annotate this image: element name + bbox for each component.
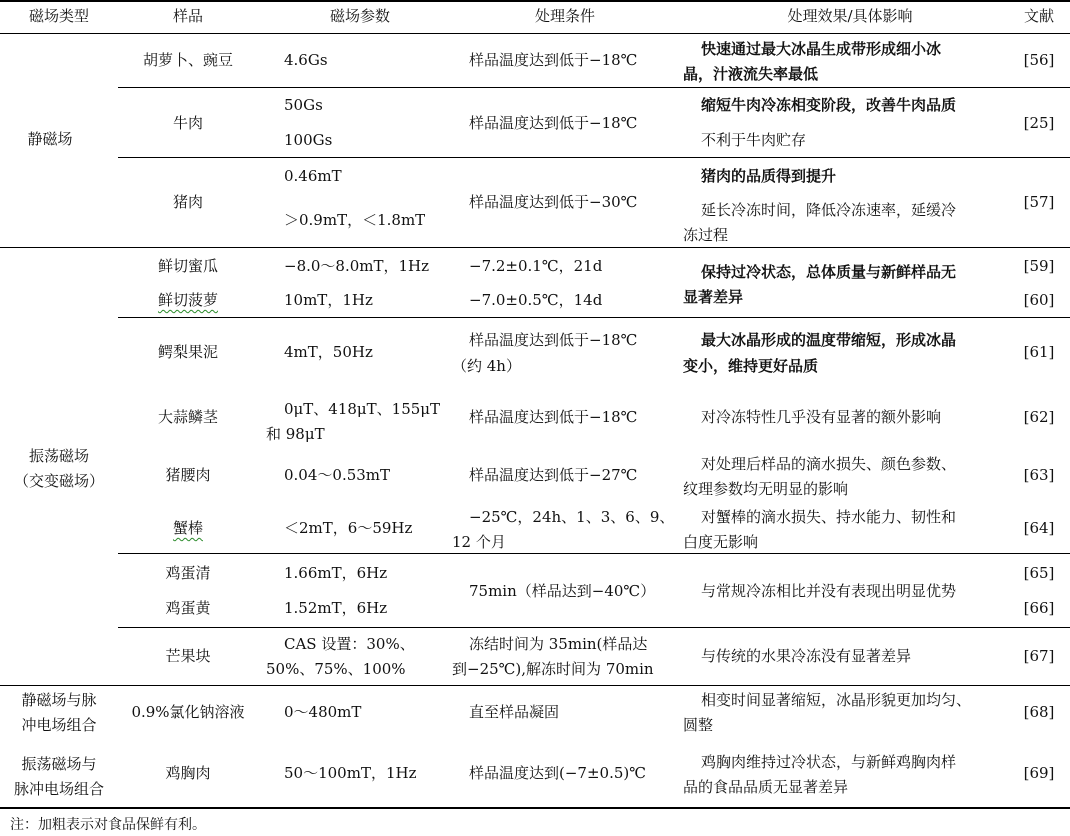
ref-cell: [60] bbox=[1023, 291, 1055, 309]
effect-cell: 猪肉的品质得到提升 bbox=[701, 167, 837, 185]
sample-cell bbox=[118, 290, 258, 310]
ref-cell: [61] bbox=[1023, 343, 1055, 361]
param-cell: 1.66mT，6Hz bbox=[284, 564, 388, 582]
condition-cell: 冻结时间为 35min(样品达 bbox=[469, 635, 648, 653]
param-cell: 0.04～0.53mT bbox=[284, 466, 391, 484]
effect-cell: 圆整 bbox=[683, 716, 714, 734]
condition-cell: 样品温度达到(−7±0.5)℃ bbox=[469, 764, 647, 782]
condition-cell: （约 4h） bbox=[452, 357, 521, 375]
ref-cell: [56] bbox=[1023, 51, 1055, 69]
sample-cell: 猪腰肉 bbox=[165, 466, 211, 484]
header-effect: 处理效果/具体影响 bbox=[787, 7, 913, 25]
ref-cell: [67] bbox=[1023, 647, 1055, 665]
group-static-field: 静磁场 bbox=[27, 130, 73, 148]
effect-cell: 白度无影响 bbox=[683, 533, 759, 551]
param-cell: ＞0.9mT，＜1.8mT bbox=[284, 211, 426, 229]
param-cell: ＜2mT，6～59Hz bbox=[284, 519, 413, 537]
param-cell: 0～480mT bbox=[284, 703, 362, 721]
effect-cell: 品的食品品质无显著差异 bbox=[683, 778, 849, 796]
condition-cell: 直至样品凝固 bbox=[469, 703, 560, 721]
param-cell: 50Gs bbox=[284, 96, 323, 114]
sample-cell: 大蒜鳞茎 bbox=[157, 408, 218, 426]
header-param: 磁场参数 bbox=[329, 7, 390, 25]
table-footnote: 注：加粗表示对食品保鲜有利。 bbox=[10, 817, 206, 833]
effect-cell: 与传统的水果冷冻没有显著差异 bbox=[701, 647, 912, 665]
group-oscillating-field: 振荡磁场 bbox=[28, 447, 89, 465]
sample-cell: 鸡胸肉 bbox=[165, 764, 211, 782]
ref-cell: [57] bbox=[1023, 193, 1055, 211]
effect-cell: 变小，维持更好品质 bbox=[683, 357, 819, 375]
param-cell: 1.52mT，6Hz bbox=[284, 599, 388, 617]
effect-cell: 对蟹棒的滴水损失、持水能力、韧性和 bbox=[701, 508, 957, 526]
param-cell: 10mT，1Hz bbox=[284, 291, 373, 309]
effect-cell: 对处理后样品的滴水损失、颜色参数、 bbox=[701, 455, 957, 473]
ref-cell: [66] bbox=[1023, 599, 1055, 617]
ref-cell: [59] bbox=[1023, 257, 1055, 275]
sample-text: 蟹棒 bbox=[172, 519, 203, 537]
group-static-pef-line2: 冲电场组合 bbox=[21, 716, 97, 734]
condition-cell: 75min（样品达到−40℃） bbox=[469, 582, 656, 600]
condition-cell: 样品温度达到低于−18℃ bbox=[469, 331, 638, 349]
sample-cell: 鸡蛋清 bbox=[165, 564, 211, 582]
ref-cell: [62] bbox=[1023, 408, 1055, 426]
condition-cell: 样品温度达到低于−18℃ bbox=[469, 114, 638, 132]
table-bottom-rule bbox=[0, 807, 1070, 809]
group-osc-pef-line2: 脉冲电场组合 bbox=[13, 780, 104, 798]
ref-cell: [25] bbox=[1023, 114, 1055, 132]
param-cell: 和 98μT bbox=[266, 425, 325, 443]
effect-cell: 延长冷冻时间，降低冷冻速率，延缓冷 bbox=[701, 201, 957, 219]
sample-cell: 胡萝卜、豌豆 bbox=[142, 51, 233, 69]
condition-cell: 样品温度达到低于−18℃ bbox=[469, 408, 638, 426]
row-divider bbox=[118, 87, 1070, 88]
effect-cell: 不利于牛肉贮存 bbox=[701, 131, 807, 149]
effect-cell: 晶，汁液流失率最低 bbox=[683, 65, 819, 83]
effect-cell: 纹理参数均无明显的影响 bbox=[683, 480, 849, 498]
header-sample: 样品 bbox=[172, 7, 203, 25]
header-ref: 文献 bbox=[1023, 7, 1054, 25]
ref-cell: [64] bbox=[1023, 519, 1055, 537]
effect-cell: 缩短牛肉冷冻相变阶段，改善牛肉品质 bbox=[701, 96, 957, 114]
effect-cell: 与常规冷冻相比并没有表现出明显优势 bbox=[701, 582, 957, 600]
sample-cell: 鳄梨果泥 bbox=[157, 343, 218, 361]
ref-cell: [63] bbox=[1023, 466, 1055, 484]
effect-cell: 对冷冻特性几乎没有显著的额外影响 bbox=[701, 408, 942, 426]
param-cell: 50～100mT，1Hz bbox=[284, 764, 417, 782]
ref-cell: [68] bbox=[1023, 703, 1055, 721]
row-divider bbox=[118, 553, 1070, 554]
param-cell: 100Gs bbox=[284, 131, 333, 149]
param-cell: 4.6Gs bbox=[284, 51, 328, 69]
param-cell: 0.46mT bbox=[284, 167, 342, 185]
param-cell: CAS 设置：30%、 bbox=[284, 635, 415, 653]
sample-cell: 芒果块 bbox=[165, 647, 211, 665]
header-rule bbox=[0, 33, 1070, 34]
condition-cell: −7.0±0.5℃，14d bbox=[469, 291, 603, 309]
effect-cell: 显著差异 bbox=[683, 288, 744, 306]
group-oscillating-field-sub: （交变磁场） bbox=[13, 472, 104, 490]
sample-cell bbox=[118, 518, 258, 538]
effect-cell: 相变时间显著缩短，冰晶形貌更加均匀、 bbox=[701, 691, 972, 709]
sample-cell: 鲜切蜜瓜 bbox=[157, 257, 218, 275]
condition-cell: 样品温度达到低于−30℃ bbox=[469, 193, 638, 211]
ref-cell: [65] bbox=[1023, 564, 1055, 582]
row-divider bbox=[118, 157, 1070, 158]
header-type: 磁场类型 bbox=[28, 7, 89, 25]
param-cell: 4mT，50Hz bbox=[284, 343, 373, 361]
row-divider bbox=[118, 627, 1070, 628]
effect-cell: 冻过程 bbox=[683, 226, 729, 244]
param-cell: 50%、75%、100% bbox=[266, 660, 406, 678]
group-divider bbox=[0, 247, 1070, 248]
effect-cell: 快速通过最大冰晶生成带形成细小冰 bbox=[701, 40, 942, 58]
condition-cell: 12 个月 bbox=[452, 533, 506, 551]
sample-text: 鲜切菠萝 bbox=[157, 291, 218, 309]
effect-cell: 保持过冷状态，总体质量与新鲜样品无 bbox=[701, 263, 957, 281]
param-cell: −8.0～8.0mT，1Hz bbox=[284, 257, 430, 275]
sample-cell: 鸡蛋黄 bbox=[165, 599, 211, 617]
sample-cell: 0.9%氯化钠溶液 bbox=[131, 703, 245, 721]
condition-cell: 样品温度达到低于−18℃ bbox=[469, 51, 638, 69]
effect-cell: 最大冰晶形成的温度带缩短，形成冰晶 bbox=[701, 331, 957, 349]
condition-cell: −7.2±0.1℃，21d bbox=[469, 257, 603, 275]
sample-cell: 牛肉 bbox=[172, 114, 203, 132]
sample-cell: 猪肉 bbox=[172, 193, 203, 211]
table-top-rule bbox=[0, 0, 1070, 2]
header-condition: 处理条件 bbox=[534, 7, 595, 25]
group-divider bbox=[0, 685, 1070, 686]
condition-cell: 到−25℃),解冻时间为 70min bbox=[452, 660, 654, 678]
condition-cell: −25℃，24h、1、3、6、9、 bbox=[469, 508, 675, 526]
condition-cell: 样品温度达到低于−27℃ bbox=[469, 466, 638, 484]
ref-cell: [69] bbox=[1023, 764, 1055, 782]
row-divider bbox=[118, 317, 1070, 318]
param-cell: 0μT、418μT、155μT bbox=[284, 400, 441, 418]
group-static-pef-line1: 静磁场与脉 bbox=[21, 691, 97, 709]
group-osc-pef-line1: 振荡磁场与 bbox=[21, 755, 97, 773]
effect-cell: 鸡胸肉维持过冷状态，与新鲜鸡胸肉样 bbox=[701, 753, 957, 771]
